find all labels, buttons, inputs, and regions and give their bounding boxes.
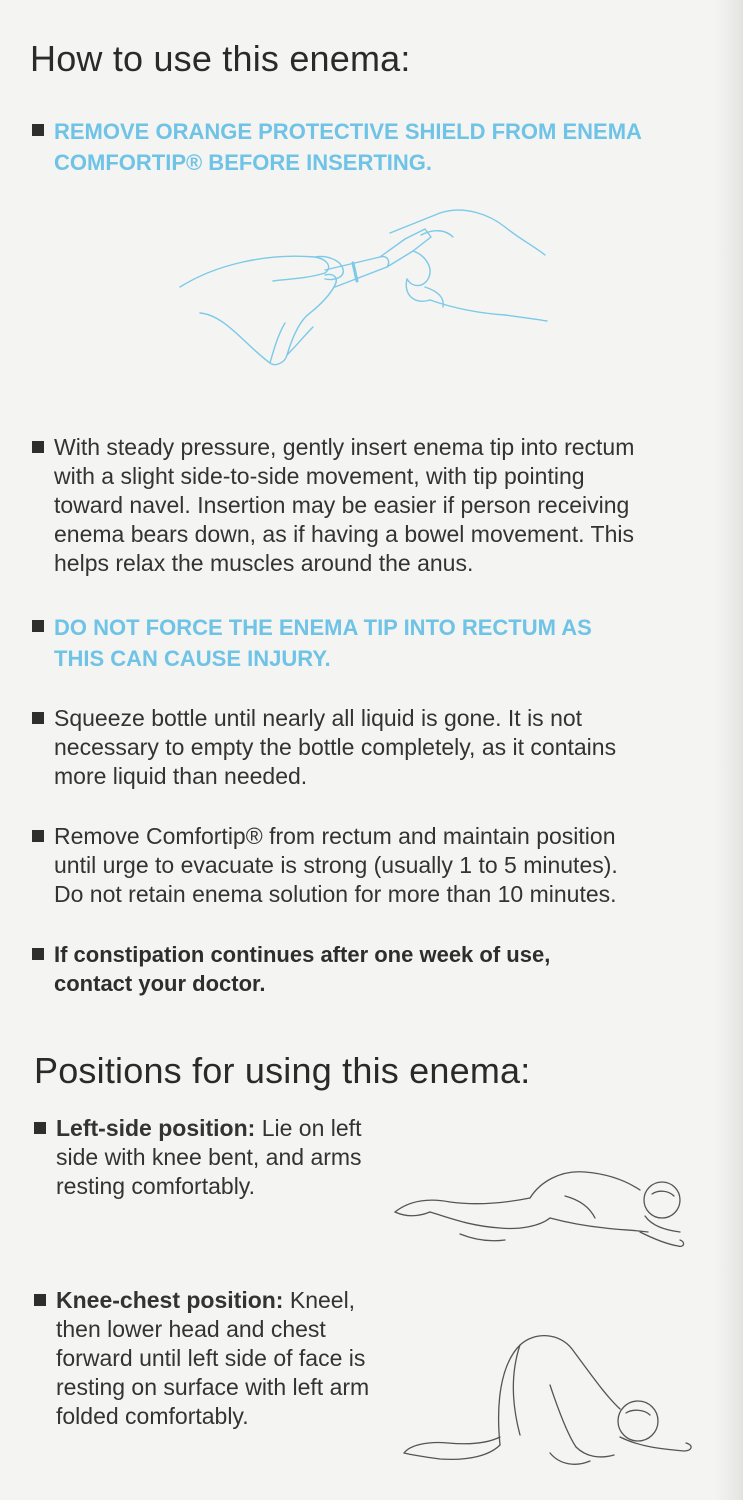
- bullet-square-icon: [32, 124, 44, 136]
- step-insert-tip-text: With steady pressure, gently insert enema tip into rectum with a slight side-to-side movement, with tip pointing toward navel. Insertion may be easier if person receiving enema bears down, as if having a bowel movement. This helps relax the muscles around the anus.: [54, 434, 635, 576]
- position-knee-chest-text: [56, 1286, 369, 1431]
- heading-positions: Positions for using this enema:: [34, 1050, 531, 1091]
- position-left-side-label: Left-side position:: [56, 1115, 256, 1141]
- position-left-side-text: [56, 1114, 362, 1201]
- heading-how-to-use: How to use this enema:: [30, 38, 411, 79]
- position-left-side-description: Lie on left side with knee bent, and arms resting comfortably.: [56, 1115, 362, 1199]
- step-remove-shield: [32, 116, 642, 178]
- bullet-square-icon: [32, 948, 44, 960]
- step-constipation-warning: [32, 940, 550, 998]
- position-knee-chest-label: Knee-chest position:: [56, 1287, 284, 1313]
- bullet-square-icon: [34, 1294, 46, 1306]
- knee-chest-position-illustration: [400, 1325, 700, 1475]
- bullet-square-icon: [32, 830, 44, 842]
- step-squeeze-bottle: [32, 704, 616, 791]
- step-remove-shield-text: REMOVE ORANGE PROTECTIVE SHIELD FROM ENEMA COMFORTIP® BEFORE INSERTING.: [54, 119, 642, 175]
- step-do-not-force: [32, 612, 592, 674]
- step-constipation-warning-text: If constipation continues after one week of use, contact your doctor.: [54, 942, 551, 996]
- left-side-position-illustration: [390, 1160, 700, 1260]
- position-knee-chest: [34, 1286, 369, 1431]
- step-insert-tip: [32, 433, 634, 578]
- step-remove-comfortip: [32, 822, 618, 909]
- hands-removing-shield-illustration: [175, 195, 555, 375]
- step-remove-comfortip-text: Remove Comfortip® from rectum and maintain position until urge to evacuate is strong (usually 1 to 5 minutes). Do not retain enema solution for more than 10 minutes.: [54, 823, 618, 907]
- step-do-not-force-text: DO NOT FORCE THE ENEMA TIP INTO RECTUM AS THIS CAN CAUSE INJURY.: [54, 615, 592, 671]
- position-knee-chest-description: Kneel, then lower head and chest forward until left side of face is resting on surface with left arm folded comfortably.: [56, 1287, 370, 1429]
- step-squeeze-bottle-text: Squeeze bottle until nearly all liquid is gone. It is not necessary to empty the bottle completely, as it contains more liquid than needed.: [54, 705, 617, 789]
- bullet-square-icon: [32, 620, 44, 632]
- package-edge-shadow: [715, 0, 743, 1500]
- bullet-square-icon: [34, 1122, 46, 1134]
- position-left-side: [34, 1114, 362, 1201]
- bullet-square-icon: [32, 441, 44, 453]
- bullet-square-icon: [32, 712, 44, 724]
